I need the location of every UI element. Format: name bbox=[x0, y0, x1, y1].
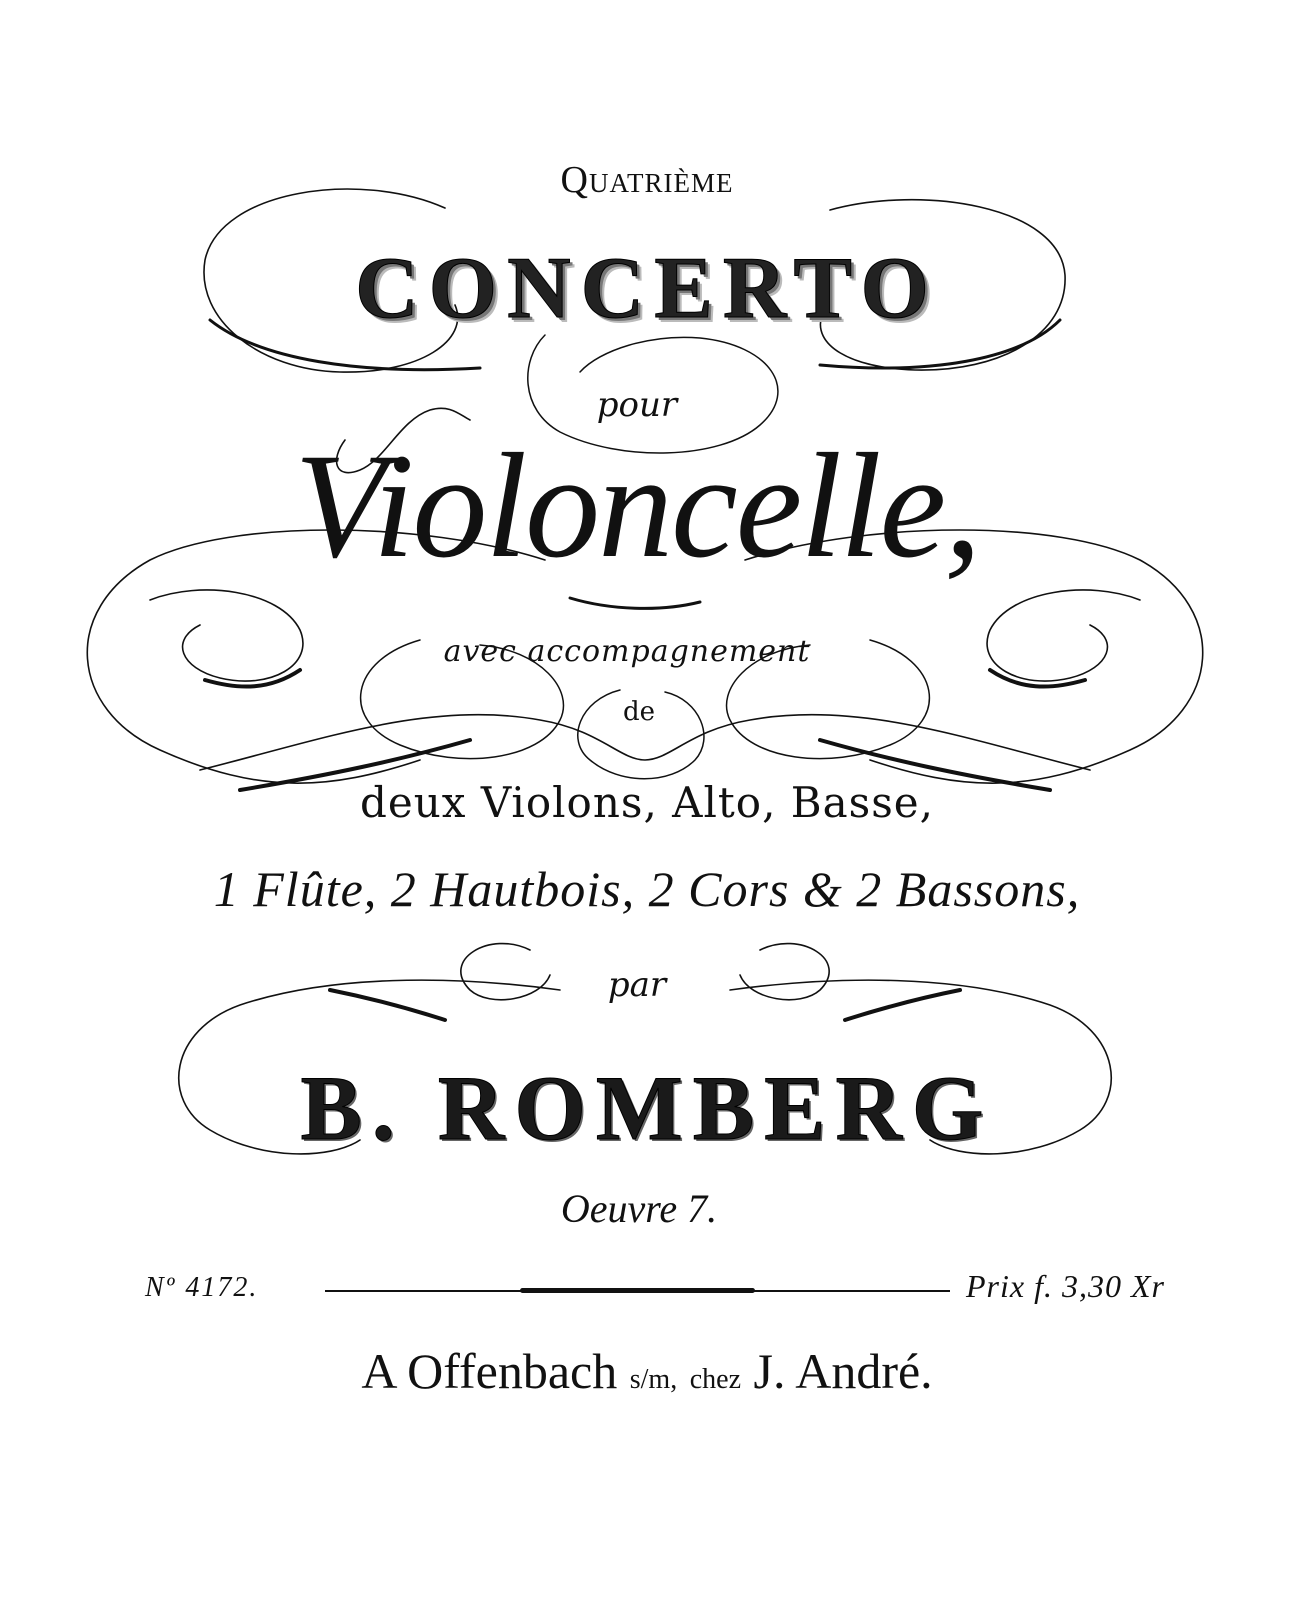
divider-rule-center bbox=[520, 1288, 755, 1293]
publisher-chez: chez bbox=[689, 1364, 742, 1395]
pour-text: pour bbox=[596, 385, 678, 425]
de-text: de bbox=[622, 697, 656, 727]
instrument-title: Violoncelle, bbox=[294, 423, 980, 589]
publisher-place-suffix: s/m, bbox=[629, 1364, 678, 1395]
publisher-name: J. André. bbox=[753, 1343, 933, 1399]
opus-number: Oeuvre 7. bbox=[560, 1186, 718, 1231]
plate-number: Nº 4172. bbox=[145, 1272, 259, 1303]
ordinal-heading: Quatrième bbox=[560, 159, 734, 201]
genre-title: CONCERTO bbox=[355, 240, 939, 337]
wind-instruments: 1 Flûte, 2 Hautbois, 2 Cors & 2 Bassons, bbox=[213, 861, 1081, 917]
string-instruments: deux Violons, Alto, Basse, bbox=[359, 778, 934, 827]
composer-name: B. ROMBERG bbox=[300, 1057, 994, 1159]
par-text: par bbox=[607, 965, 667, 1005]
accompaniment-intro: avec accompagnement bbox=[443, 634, 811, 669]
publisher-place: A Offenbach bbox=[361, 1343, 618, 1399]
publisher-imprint bbox=[0, 1342, 1294, 1400]
price: Prix f. 3,30 Xr bbox=[966, 1268, 1165, 1304]
